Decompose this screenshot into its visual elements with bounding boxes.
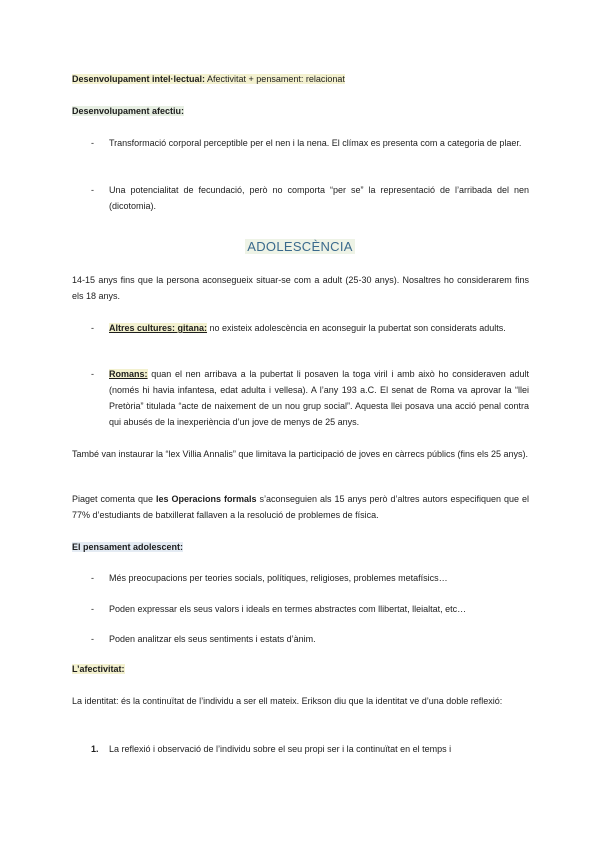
numbered-item: La reflexió i observació de l’individu sobre el seu propi ser i la continuïtat en el temps i — [109, 744, 452, 754]
dash-bullet: - — [91, 573, 94, 583]
list-item: Poden analitzar els seus sentiments i estats d’ànim. — [109, 634, 316, 644]
dash-bullet: - — [91, 323, 94, 333]
heading-intellectual — [72, 71, 345, 87]
list-item: Una potencialitat de fecundació, però no comporta “per se” la representació de l’arribada del nen (dicotomia). — [109, 185, 529, 211]
section-title: ADOLESCÈNCIA — [247, 239, 353, 254]
numbered-marker: 1. — [91, 744, 99, 754]
list-item-gitana: Altres cultures: gitana: no existeix adolescència en aconseguir la pubertat son considerats adults. — [109, 323, 506, 333]
dash-bullet: - — [91, 369, 94, 379]
dash-bullet: - — [91, 604, 94, 614]
dash-bullet: - — [91, 138, 94, 148]
heading-intellectual-label: Desenvolupament intel·lectual: — [72, 74, 206, 84]
list-item-romans: Romans: quan el nen arribava a la pubertat li posaven la toga viril i amb això ho consideraven adult (només hi havia infantesa, edat adulta i vellesa). A l’any 193 a.C. El senat de Roma va aprovar la “llei Pretòria” titulada “acte de naixement de un nou grup social”. Aquesta llei posava una acció penal contra qui abusés de la inexperiència d’un jove de menys de 25 anys. — [109, 369, 529, 427]
paragraph-piaget: Piaget comenta que les Operacions formals s’aconseguien als 15 anys però d’altres autors especifiquen que el 77% d’estudiants de batxillerat fallaven a la resolució de problemes de física. — [72, 494, 529, 520]
paragraph-identitat: La identitat: és la continuïtat de l’individu a ser ell mateix. Erikson diu que la identitat ve d’una doble reflexió: — [72, 696, 503, 706]
list-item: Més preocupacions per teories socials, polítiques, religioses, problemes metafísics… — [109, 573, 448, 583]
paragraph-intro: 14-15 anys fins que la persona aconsegueix situar-se com a adult (25-30 anys). Nosaltres ho considerarem fins els 18 anys. — [72, 275, 529, 301]
list-item: Transformació corporal perceptible per el nen i la nena. El clímax es presenta com a categoria de plaer. — [109, 138, 522, 148]
heading-afectivitat: L’afectivitat: — [72, 664, 125, 674]
list-item: Poden expressar els seus valors i ideals en termes abstractes com llibertat, lleialtat, etc… — [109, 604, 467, 614]
heading-affective: Desenvolupament afectiu: — [72, 106, 185, 116]
heading-intellectual-text: Afectivitat + pensament: relacionat — [205, 74, 345, 84]
paragraph-villia: També van instaurar la “lex Villia Annalis” que limitava la participació de joves en càrrecs públics (fins els 25 anys). — [72, 449, 529, 459]
heading-pensament: El pensament adolescent: — [72, 542, 184, 552]
dash-bullet: - — [91, 634, 94, 644]
dash-bullet: - — [91, 185, 94, 195]
